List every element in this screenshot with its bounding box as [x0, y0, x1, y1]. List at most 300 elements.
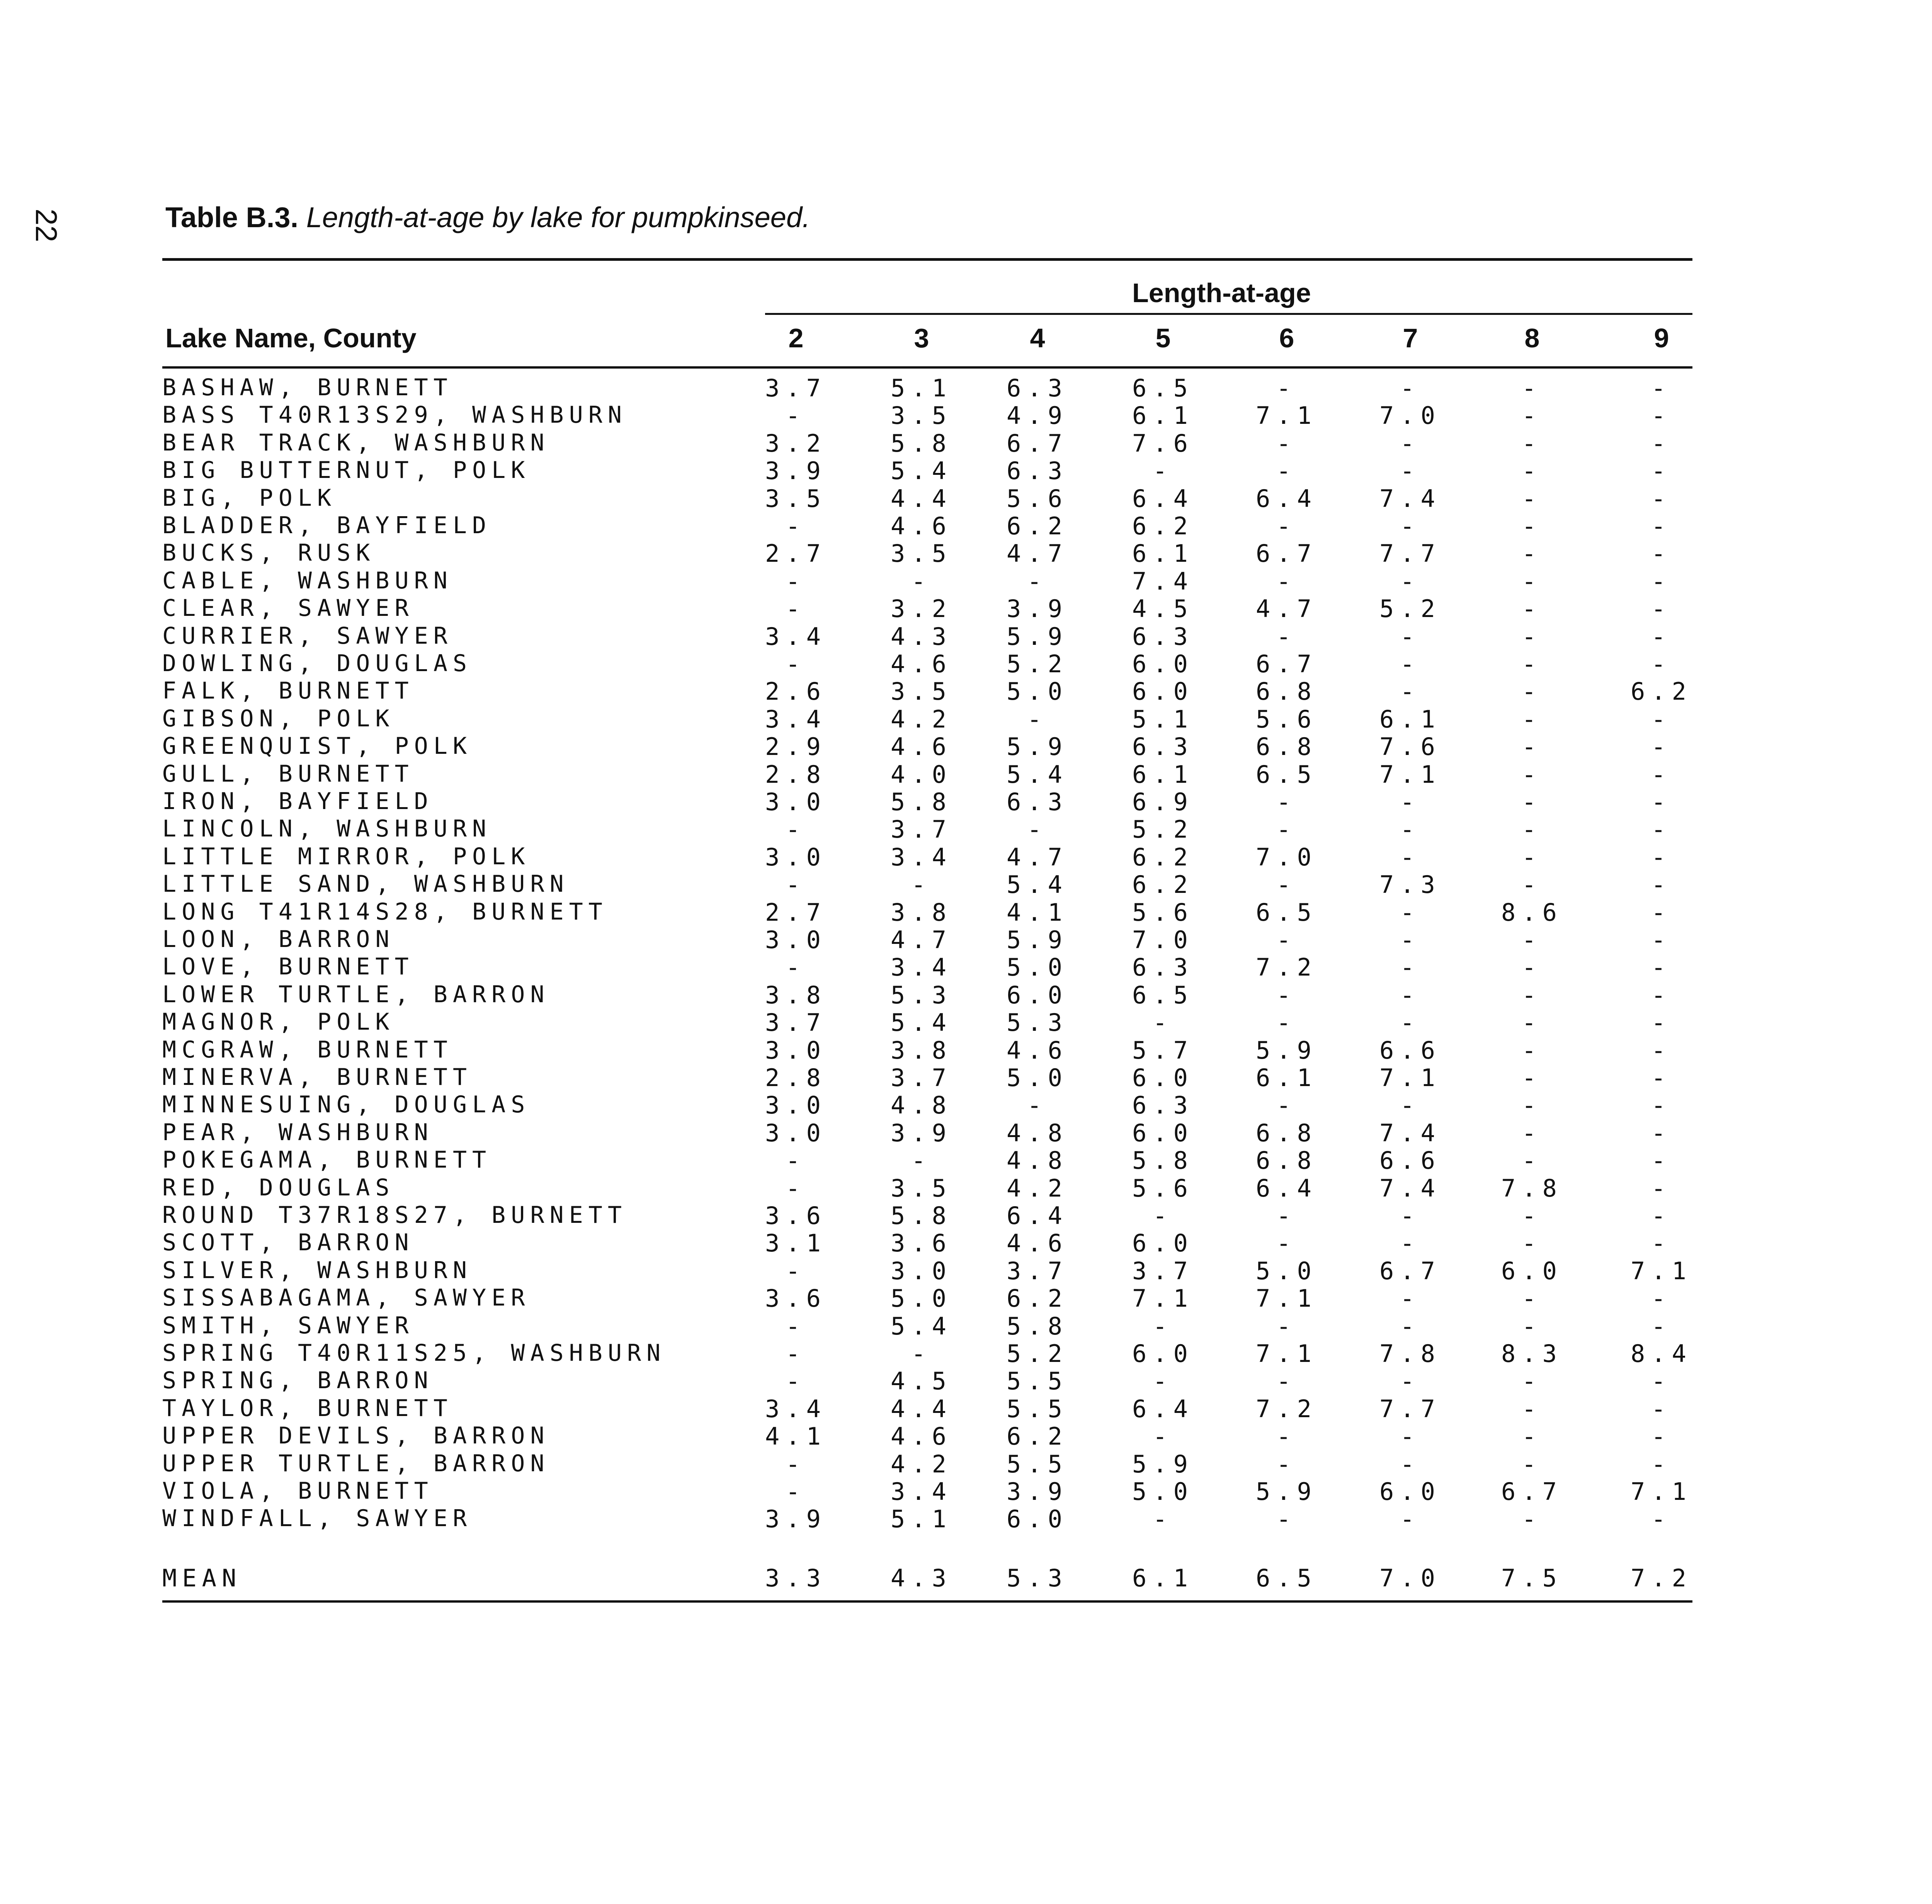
- length-value: -: [1522, 815, 1543, 844]
- bottom-rule: [162, 1600, 1692, 1603]
- length-value: 6.2: [1132, 870, 1194, 899]
- length-value: -: [1522, 870, 1543, 899]
- length-value: 5.6: [1132, 898, 1194, 926]
- length-value: -: [1522, 1505, 1543, 1533]
- length-value: -: [1522, 677, 1543, 706]
- length-value: 7.8: [1501, 1174, 1563, 1202]
- lake-name: MEAN: [162, 1564, 242, 1592]
- length-value: 6.6: [1379, 1036, 1441, 1064]
- length-value: 6.4: [1007, 1202, 1068, 1230]
- length-value: 4.1: [765, 1422, 827, 1451]
- length-value: 6.8: [1256, 677, 1318, 706]
- length-value: 3.2: [765, 429, 827, 457]
- length-value: 6.5: [1256, 898, 1318, 926]
- table-row: [0, 1036, 1696, 1063]
- lake-name: LITTLE SAND, WASHBURN: [162, 870, 569, 898]
- table-row: [0, 650, 1696, 677]
- length-value: 3.0: [765, 1036, 827, 1064]
- length-value: -: [1522, 484, 1543, 513]
- length-value: -: [1522, 733, 1543, 761]
- lake-name: LITTLE MIRROR, POLK: [162, 843, 531, 870]
- length-value: 7.4: [1379, 1174, 1441, 1202]
- length-value: -: [1522, 1091, 1543, 1120]
- length-value: 5.0: [1256, 1256, 1318, 1285]
- length-value: -: [1651, 374, 1672, 402]
- table-row: [0, 401, 1696, 428]
- length-value: 5.0: [1007, 677, 1068, 706]
- length-value: -: [1400, 1312, 1421, 1340]
- length-value: 6.0: [1007, 981, 1068, 1009]
- length-value: 3.0: [765, 926, 827, 954]
- length-value: 7.6: [1132, 429, 1194, 457]
- length-value: 7.1: [1631, 1477, 1692, 1506]
- lake-name: CURRIER, SAWYER: [162, 622, 453, 649]
- length-value: 6.4: [1256, 484, 1318, 513]
- table-row: [0, 981, 1696, 1008]
- caption-title: Length-at-age by lake for pumpkinseed.: [306, 201, 810, 233]
- length-value: 7.1: [1256, 1284, 1318, 1313]
- lake-name: LINCOLN, WASHBURN: [162, 815, 492, 843]
- length-value: -: [1522, 1036, 1543, 1064]
- length-value: 7.0: [1379, 1564, 1441, 1592]
- length-value: 6.5: [1132, 374, 1194, 402]
- table-row: [0, 1064, 1696, 1091]
- length-value: -: [1276, 1422, 1297, 1451]
- length-value: 5.1: [891, 1505, 952, 1533]
- length-value: 5.9: [1256, 1477, 1318, 1506]
- length-value: 6.7: [1501, 1477, 1563, 1506]
- lake-name: IRON, BAYFIELD: [162, 788, 434, 815]
- length-value: -: [1522, 429, 1543, 457]
- length-value: 7.6: [1379, 733, 1441, 761]
- length-value: -: [786, 953, 806, 982]
- length-value: -: [1400, 1284, 1421, 1313]
- length-value: 6.7: [1256, 539, 1318, 568]
- length-value: 6.0: [1132, 1229, 1194, 1258]
- length-value: -: [1522, 981, 1543, 1009]
- length-value: -: [1027, 567, 1048, 595]
- length-value: -: [786, 1367, 806, 1396]
- length-value: -: [1651, 1064, 1672, 1092]
- length-value: -: [1276, 1229, 1297, 1258]
- table-row: [0, 1091, 1696, 1118]
- length-value: -: [1651, 1422, 1672, 1451]
- length-value: -: [1522, 1119, 1543, 1147]
- length-value: -: [1522, 1394, 1543, 1423]
- table-row: [0, 760, 1696, 787]
- length-value: 6.3: [1132, 953, 1194, 982]
- length-value: 5.2: [1007, 650, 1068, 678]
- lake-name: SPRING T40R11S25, WASHBURN: [162, 1340, 666, 1367]
- table-row: [0, 953, 1696, 980]
- length-value: -: [1400, 1367, 1421, 1396]
- length-value: 3.5: [891, 539, 952, 568]
- table-row: [0, 1395, 1696, 1422]
- length-value: 6.9: [1132, 788, 1194, 816]
- length-value: -: [1651, 1505, 1672, 1533]
- length-value: -: [1153, 1008, 1173, 1037]
- length-value: 5.5: [1007, 1394, 1068, 1423]
- length-value: -: [1522, 1229, 1543, 1258]
- length-value: -: [1276, 981, 1297, 1009]
- length-value: -: [1400, 374, 1421, 402]
- length-value: -: [1522, 760, 1543, 789]
- length-value: 6.0: [1132, 650, 1194, 678]
- length-value: 7.1: [1379, 760, 1441, 789]
- length-value: -: [786, 1450, 806, 1478]
- lake-name: UPPER TURTLE, BARRON: [162, 1450, 550, 1477]
- length-value: 7.3: [1379, 870, 1441, 899]
- table-row: [0, 705, 1696, 732]
- length-value: -: [1651, 457, 1672, 485]
- length-value: 4.8: [1007, 1119, 1068, 1147]
- table-row: [0, 788, 1696, 815]
- length-value: -: [786, 1477, 806, 1506]
- lake-name: LOWER TURTLE, BARRON: [162, 981, 550, 1008]
- length-value: -: [911, 870, 932, 899]
- length-value: 5.2: [1132, 815, 1194, 844]
- table-row: [0, 1229, 1696, 1256]
- length-value: 5.9: [1256, 1036, 1318, 1064]
- age-header: 6: [1279, 323, 1294, 353]
- age-header: 3: [914, 323, 929, 353]
- length-value: 6.5: [1256, 760, 1318, 789]
- length-value: -: [1651, 1229, 1672, 1258]
- table-row: [0, 484, 1696, 512]
- length-value: 6.3: [1132, 1091, 1194, 1120]
- length-value: 7.2: [1256, 953, 1318, 982]
- length-value: 4.3: [891, 1564, 952, 1592]
- length-value: -: [911, 1340, 932, 1368]
- length-value: -: [1651, 1367, 1672, 1396]
- length-value: 6.0: [1132, 1119, 1194, 1147]
- length-value: -: [1400, 1229, 1421, 1258]
- length-value: 4.6: [891, 512, 952, 540]
- age-header: 2: [788, 323, 804, 353]
- length-value: 6.2: [1132, 843, 1194, 871]
- length-value: -: [1651, 843, 1672, 871]
- length-value: -: [1522, 1146, 1543, 1175]
- length-value: -: [1276, 1202, 1297, 1230]
- lake-name: SISSABAGAMA, SAWYER: [162, 1284, 531, 1312]
- length-value: -: [1651, 512, 1672, 540]
- table-row: [0, 870, 1696, 898]
- length-value: 7.7: [1379, 539, 1441, 568]
- table-row: [0, 1477, 1696, 1504]
- length-value: 6.1: [1132, 539, 1194, 568]
- length-value: -: [786, 1312, 806, 1340]
- length-value: -: [786, 870, 806, 899]
- length-value: -: [1651, 1284, 1672, 1313]
- length-value: 5.9: [1132, 1450, 1194, 1478]
- length-value: 4.0: [891, 760, 952, 789]
- length-value: 5.0: [1132, 1477, 1194, 1506]
- length-value: 4.8: [1007, 1146, 1068, 1175]
- lake-name: CLEAR, SAWYER: [162, 595, 414, 622]
- length-value: 6.8: [1256, 733, 1318, 761]
- length-value: 4.4: [891, 1394, 952, 1423]
- lake-name: POKEGAMA, BURNETT: [162, 1146, 492, 1174]
- length-value: -: [786, 401, 806, 430]
- length-value: 3.4: [765, 622, 827, 651]
- length-value: 6.0: [1501, 1256, 1563, 1285]
- length-value: 7.8: [1379, 1340, 1441, 1368]
- lake-name: CABLE, WASHBURN: [162, 567, 453, 594]
- length-value: -: [1651, 1119, 1672, 1147]
- length-value: 5.0: [891, 1284, 952, 1313]
- table-row: [0, 539, 1696, 566]
- lake-name: MINNESUING, DOUGLAS: [162, 1091, 531, 1119]
- length-value: -: [1400, 429, 1421, 457]
- length-value: 4.7: [1007, 539, 1068, 568]
- table-row: [0, 677, 1696, 704]
- length-value: 3.6: [765, 1284, 827, 1313]
- length-value: 7.2: [1631, 1564, 1692, 1592]
- table-row: [0, 1257, 1696, 1284]
- length-value: 3.4: [765, 1394, 827, 1423]
- age-header: 8: [1524, 323, 1540, 353]
- length-value: 5.4: [1007, 870, 1068, 899]
- length-value: 4.6: [891, 1422, 952, 1451]
- length-value: 5.9: [1007, 622, 1068, 651]
- length-value: -: [1153, 1367, 1173, 1396]
- length-value: 7.1: [1256, 401, 1318, 430]
- length-value: 4.2: [891, 705, 952, 733]
- length-value: -: [1400, 788, 1421, 816]
- length-value: -: [786, 1146, 806, 1175]
- length-value: -: [1522, 595, 1543, 623]
- length-value: -: [1651, 484, 1672, 513]
- length-value: -: [1400, 650, 1421, 678]
- length-value: -: [1522, 1008, 1543, 1037]
- length-value: 4.1: [1007, 898, 1068, 926]
- length-value: -: [1651, 981, 1672, 1009]
- length-value: -: [1276, 374, 1297, 402]
- length-value: 6.1: [1132, 401, 1194, 430]
- table-row: [0, 843, 1696, 870]
- table-row: [0, 1174, 1696, 1201]
- length-value: -: [1651, 1202, 1672, 1230]
- length-value: -: [1276, 815, 1297, 844]
- lake-name: MCGRAW, BURNETT: [162, 1036, 453, 1063]
- length-value: 5.1: [891, 374, 952, 402]
- length-value: 6.8: [1256, 1119, 1318, 1147]
- length-value: 6.8: [1256, 1146, 1318, 1175]
- length-value: -: [911, 567, 932, 595]
- length-value: -: [1522, 843, 1543, 871]
- length-value: -: [786, 815, 806, 844]
- table-row: [0, 815, 1696, 842]
- length-value: 5.3: [891, 981, 952, 1009]
- length-value: 6.5: [1256, 1564, 1318, 1592]
- length-value: -: [1400, 953, 1421, 982]
- length-value: 3.8: [891, 1036, 952, 1064]
- length-value: 3.0: [765, 1119, 827, 1147]
- length-value: 7.5: [1501, 1564, 1563, 1592]
- length-value: -: [1400, 843, 1421, 871]
- length-value: -: [1522, 567, 1543, 595]
- table-row: [0, 1008, 1696, 1035]
- lake-name: SCOTT, BARRON: [162, 1229, 414, 1256]
- length-value: -: [1522, 1450, 1543, 1478]
- length-value: -: [1651, 1091, 1672, 1120]
- table-row: [0, 1202, 1696, 1229]
- length-value: 5.8: [1007, 1312, 1068, 1340]
- length-value: -: [1522, 1064, 1543, 1092]
- length-value: -: [1400, 1450, 1421, 1478]
- length-value: -: [1651, 1394, 1672, 1423]
- length-value: 2.6: [765, 677, 827, 706]
- length-value: 6.1: [1256, 1064, 1318, 1092]
- length-value: -: [1651, 401, 1672, 430]
- length-value: 6.0: [1132, 1340, 1194, 1368]
- table-row: [0, 595, 1696, 622]
- length-value: 5.4: [891, 1008, 952, 1037]
- length-value: 6.1: [1132, 1564, 1194, 1592]
- length-value: -: [1153, 1312, 1173, 1340]
- lake-name: BIG BUTTERNUT, POLK: [162, 457, 531, 484]
- length-value: 5.9: [1007, 926, 1068, 954]
- length-value: 3.4: [891, 953, 952, 982]
- length-value: -: [1651, 733, 1672, 761]
- length-value: 3.9: [1007, 1477, 1068, 1506]
- lake-name: GIBSON, POLK: [162, 705, 395, 732]
- length-value: 5.0: [1007, 1064, 1068, 1092]
- length-value: -: [1651, 1036, 1672, 1064]
- length-value: -: [1651, 1312, 1672, 1340]
- lake-name: LONG T41R14S28, BURNETT: [162, 898, 608, 925]
- length-value: -: [1400, 1091, 1421, 1120]
- length-value: -: [1400, 926, 1421, 954]
- length-value: 5.0: [1007, 953, 1068, 982]
- length-value: 3.7: [891, 815, 952, 844]
- table-row: [0, 926, 1696, 953]
- age-header: 9: [1654, 323, 1669, 353]
- age-header: 5: [1155, 323, 1171, 353]
- length-value: 3.9: [891, 1119, 952, 1147]
- length-value: 5.3: [1007, 1564, 1068, 1592]
- length-value: -: [1522, 539, 1543, 568]
- length-value: 6.3: [1132, 622, 1194, 651]
- row-header: Lake Name, County: [165, 323, 417, 353]
- lake-name: BASHAW, BURNETT: [162, 374, 453, 401]
- length-value: 7.0: [1379, 401, 1441, 430]
- length-value: 8.6: [1501, 898, 1563, 926]
- length-value: -: [1153, 1505, 1173, 1533]
- length-value: -: [911, 1146, 932, 1175]
- length-value: -: [1651, 1146, 1672, 1175]
- length-value: 3.4: [891, 1477, 952, 1506]
- lake-name: FALK, BURNETT: [162, 677, 414, 705]
- length-value: -: [1651, 650, 1672, 678]
- length-value: 4.2: [1007, 1174, 1068, 1202]
- length-value: -: [1522, 512, 1543, 540]
- caption-label: Table B.3.: [165, 201, 299, 233]
- mean-row: [0, 1564, 1696, 1591]
- lake-name: BUCKS, RUSK: [162, 539, 376, 567]
- length-value: 7.2: [1256, 1394, 1318, 1423]
- length-value: -: [1276, 429, 1297, 457]
- length-value: 6.6: [1379, 1146, 1441, 1175]
- length-value: 5.4: [891, 1312, 952, 1340]
- length-value: 3.8: [765, 981, 827, 1009]
- lake-name: BEAR TRACK, WASHBURN: [162, 429, 550, 456]
- lake-name: BASS T40R13S29, WASHBURN: [162, 401, 627, 429]
- lake-name: GULL, BURNETT: [162, 760, 414, 787]
- length-value: 6.0: [1132, 1064, 1194, 1092]
- length-value: -: [1276, 1505, 1297, 1533]
- length-value: 6.0: [1132, 677, 1194, 706]
- length-value: -: [1400, 1202, 1421, 1230]
- length-value: 6.2: [1007, 1422, 1068, 1451]
- length-value: -: [1400, 815, 1421, 844]
- lake-name: TAYLOR, BURNETT: [162, 1394, 453, 1422]
- length-value: -: [1651, 788, 1672, 816]
- length-value: -: [1400, 457, 1421, 485]
- length-value: 3.1: [765, 1229, 827, 1258]
- lake-name: BIG, POLK: [162, 484, 337, 512]
- length-value: 5.5: [1007, 1367, 1068, 1396]
- length-value: 3.2: [891, 595, 952, 623]
- length-value: -: [1027, 705, 1048, 733]
- length-value: 7.0: [1256, 843, 1318, 871]
- length-value: 7.4: [1379, 1119, 1441, 1147]
- length-value: 3.7: [891, 1064, 952, 1092]
- length-value: 5.8: [891, 788, 952, 816]
- length-value: -: [1276, 870, 1297, 899]
- length-value: -: [1276, 926, 1297, 954]
- length-value: -: [1276, 457, 1297, 485]
- length-value: -: [1276, 1091, 1297, 1120]
- length-value: 6.3: [1007, 788, 1068, 816]
- length-value: -: [1651, 705, 1672, 733]
- length-value: 4.5: [1132, 595, 1194, 623]
- lake-name: UPPER DEVILS, BARRON: [162, 1422, 550, 1450]
- length-value: 7.1: [1379, 1064, 1441, 1092]
- lake-name: SPRING, BARRON: [162, 1367, 434, 1394]
- page-number: 22: [29, 209, 63, 242]
- age-header: 4: [1030, 323, 1045, 353]
- length-value: 4.6: [1007, 1229, 1068, 1258]
- length-value: 2.7: [765, 898, 827, 926]
- length-value: 3.0: [765, 788, 827, 816]
- table-row: [0, 567, 1696, 594]
- length-value: 5.6: [1132, 1174, 1194, 1202]
- length-value: 6.4: [1256, 1174, 1318, 1202]
- length-value: -: [1276, 1008, 1297, 1037]
- length-value: 6.2: [1631, 677, 1692, 706]
- length-value: -: [1651, 1450, 1672, 1478]
- length-value: -: [1651, 429, 1672, 457]
- length-value: -: [1651, 953, 1672, 982]
- length-value: 6.3: [1007, 457, 1068, 485]
- table-row: [0, 622, 1696, 649]
- length-value: -: [1522, 650, 1543, 678]
- length-value: -: [1522, 374, 1543, 402]
- length-value: -: [1651, 567, 1672, 595]
- table-row: [0, 457, 1696, 484]
- length-value: 7.1: [1132, 1284, 1194, 1313]
- length-value: -: [1400, 1008, 1421, 1037]
- length-value: 5.8: [1132, 1146, 1194, 1175]
- length-value: 6.3: [1132, 733, 1194, 761]
- length-value: 2.8: [765, 1064, 827, 1092]
- length-value: -: [1522, 1202, 1543, 1230]
- length-value: -: [1522, 1367, 1543, 1396]
- lake-name: VIOLA, BURNETT: [162, 1477, 434, 1504]
- length-value: 4.7: [891, 926, 952, 954]
- length-value: -: [1651, 622, 1672, 651]
